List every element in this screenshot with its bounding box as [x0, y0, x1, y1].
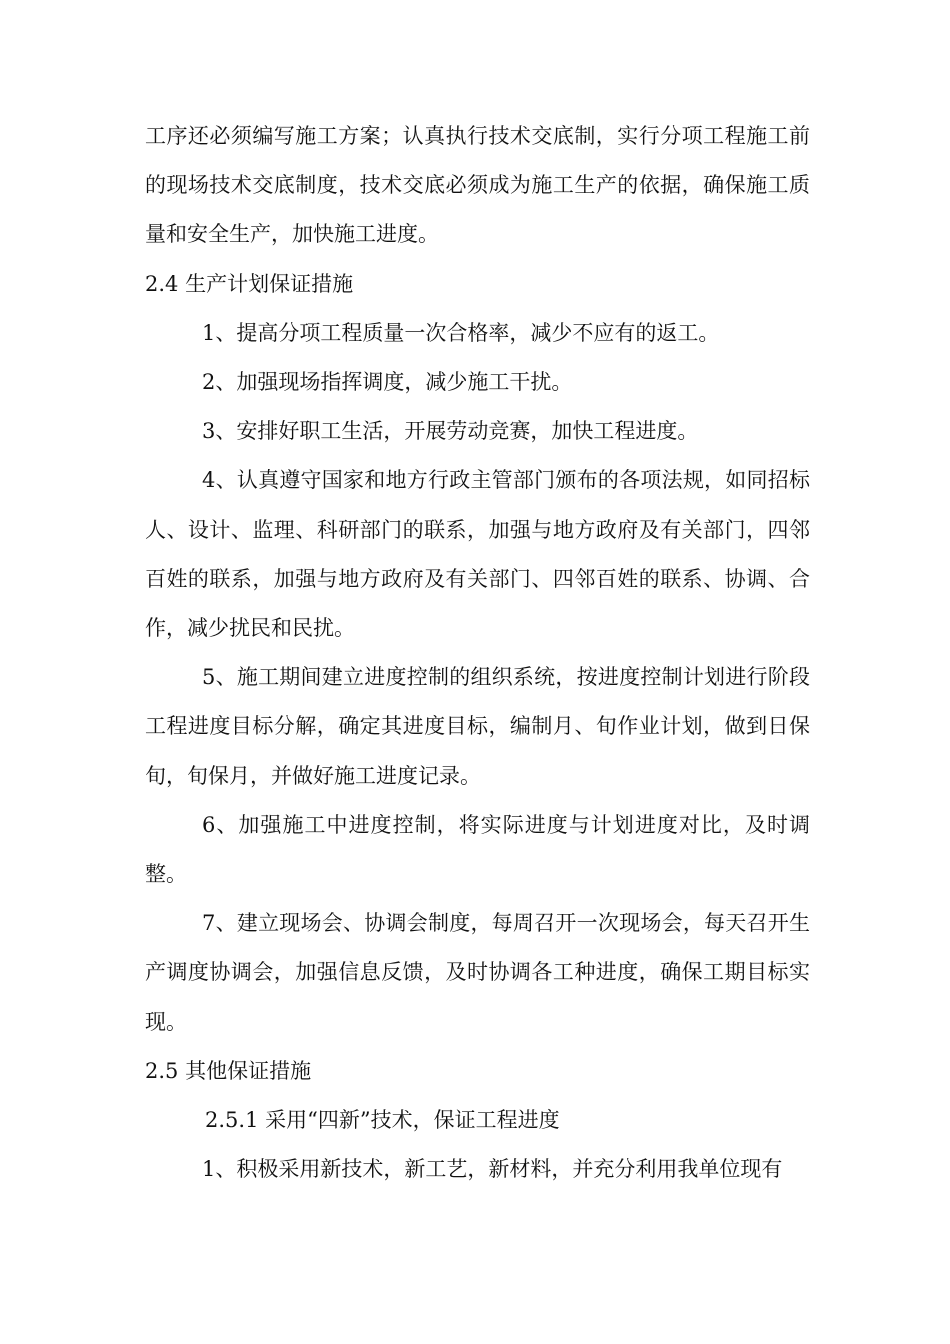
list-item: 7、建立现场会、协调会制度，每周召开一次现场会，每天召开生产调度协调会，加强信息反馈，及时协调各工种进度，确保工期目标实现。 — [145, 911, 810, 1034]
paragraph-continuation: 工序还必须编写施工方案；认真执行技术交底制，实行分项工程施工前的现场技术交底制度，技术交底必须成为施工生产的依据，确保施工质量和安全生产，加快施工进度。 — [145, 124, 810, 247]
subsection-heading-2-5-1: 2.5.1 采用“四新”技术，保证工程进度 — [205, 1108, 560, 1133]
section-heading-2-4: 2.4 生产计划保证措施 — [145, 271, 354, 296]
list-item: 2、加强现场指挥调度，减少施工干扰。 — [202, 370, 573, 395]
list-item: 1、提高分项工程质量一次合格率，减少不应有的返工。 — [202, 320, 720, 345]
list-item: 1、积极采用新技术，新工艺，新材料，并充分利用我单位现有 — [202, 1157, 783, 1182]
list-item: 5、施工期间建立进度控制的组织系统，按进度控制计划进行阶段工程进度目标分解，确定其进度目标，编制月、旬作业计划，做到日保旬，旬保月，并做好施工进度记录。 — [145, 665, 810, 788]
list-item: 4、认真遵守国家和地方行政主管部门颁布的各项法规，如同招标人、设计、监理、科研部门的联系，加强与地方政府及有关部门，四邻百姓的联系，加强与地方政府及有关部门、四邻百姓的联系、协调、合作，减少扰民和民扰。 — [145, 468, 810, 641]
list-item: 6、加强施工中进度控制，将实际进度与计划进度对比，及时调整。 — [145, 812, 810, 887]
list-item: 3、安排好职工生活，开展劳动竞赛，加快工程进度。 — [202, 419, 699, 444]
section-heading-2-5: 2.5 其他保证措施 — [145, 1058, 312, 1083]
